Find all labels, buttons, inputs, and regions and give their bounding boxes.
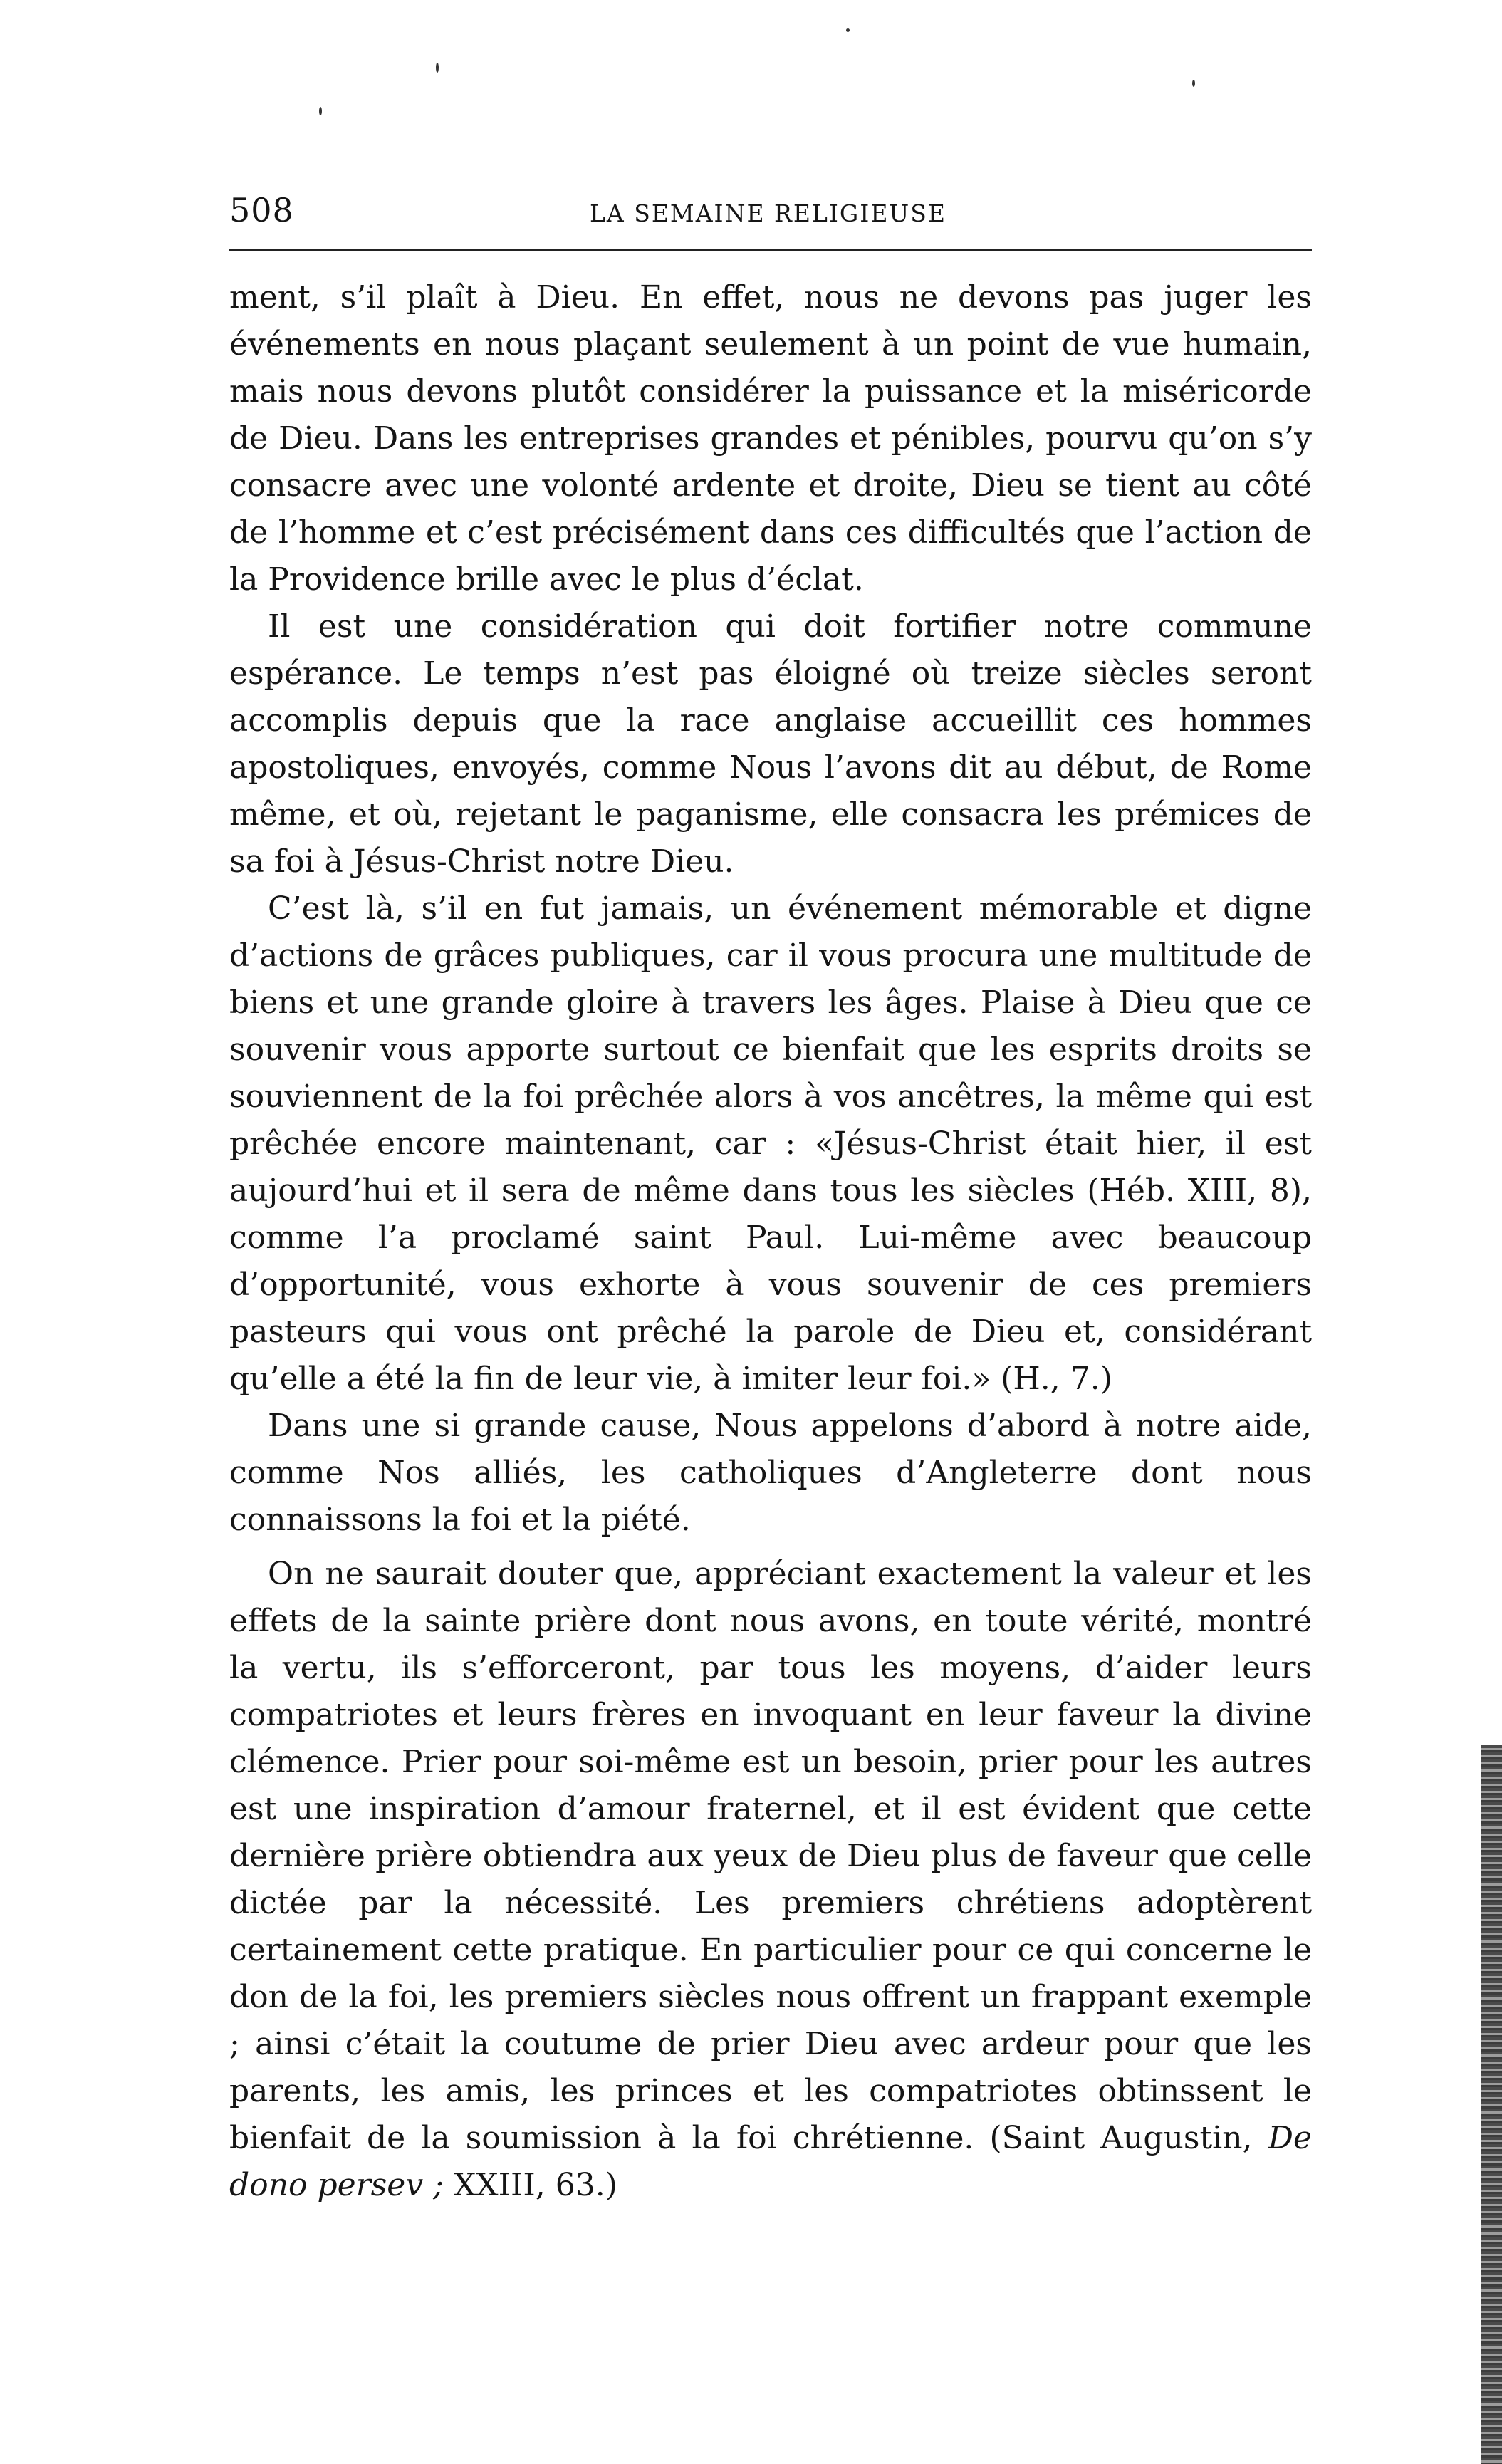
body-text	[229, 274, 1312, 2209]
paragraph-5-text: On ne saurait douter que, appréciant exactement la valeur et les effets de la sainte prière dont nous avons, en toute vérité, montré la vertu, ils s’efforceront, par tous les moyens, d’aider leurs compatriotes et leurs frères en invoquant en leur faveur la divine clémence. Prier pour soi-même est un besoin, prier pour les autres est une inspiration d’amour fraternel, et il est évident que cette dernière prière obtiendra aux yeux de Dieu plus de faveur que celle dictée par la nécessité. Les premiers chrétiens adoptèrent certainement cette pratique. En particulier pour ce qui concerne le don de la foi, les premiers siècles nous offrent un frappant exemple ; ainsi c’était la coutume de prier Dieu avec ardeur pour que les parents, les amis, les princes et les compatriotes obtinssent le bienfait de la soumission à la foi chrétienne. (Saint Augustin,	[229, 1556, 1312, 2156]
page-number: 508	[229, 191, 294, 229]
scan-speck	[846, 28, 850, 32]
citation-reference: XXIII, 63.)	[444, 2167, 617, 2203]
paragraph-1: ment, s’il plaît à Dieu. En effet, nous ne devons pas juger les événements en nous plaçant seulement à un point de vue humain, mais nous devons plutôt considérer la puissance et la miséricorde de Dieu. Dans les entreprises grandes et pénibles, pourvu qu’on s’y consacre avec une volonté ardente et droite, Dieu se tient au côté de l’homme et c’est précisément dans ces difficultés que l’action de la Providence brille avec le plus d’éclat.	[229, 279, 1312, 598]
paragraph-4: Dans une si grande cause, Nous appelons d’abord à notre aide, comme Nos alliés, les catholiques d’Angleterre dont nous connaissons la foi et la piété.	[229, 1408, 1312, 1538]
paragraph-2: Il est une considération qui doit fortifier notre commune espérance. Le temps n’est pas éloigné où treize siècles seront accomplis depuis que la race anglaise accueillit ces hommes apostoliques, envoyés, comme Nous l’avons dit au début, de Rome même, et où, rejetant le paganisme, elle consacra les prémices de sa foi à Jésus-Christ notre Dieu.	[229, 608, 1312, 880]
paragraph-3: C’est là, s’il en fut jamais, un événement mémorable et digne d’actions de grâces publiques, car il vous procura une multitude de biens et une grande gloire à travers les âges. Plaise à Dieu que ce souvenir vous apporte surtout ce bienfait que les esprits droits se souviennent de la foi prêchée alors à vos ancêtres, la même qui est prêchée encore maintenant, car : «Jésus-Christ était hier, il est aujourd’hui et il sera de même dans tous les siècles (Héb. XIII, 8), comme l’a proclamé saint Paul. Lui-même avec beaucoup d’opportunité, vous exhorte à vous souvenir de ces premiers pasteurs qui vous ont prêché la parole de Dieu et, considérant qu’elle a été la fin de leur vie, à imiter leur foi.» (H., 7.)	[229, 890, 1312, 1397]
page-header	[229, 187, 1312, 244]
paragraph-5	[229, 1551, 1312, 2209]
scan-edge-mark	[1481, 1745, 1502, 2464]
scan-speck	[1192, 80, 1195, 87]
scan-speck	[319, 107, 322, 115]
scan-speck	[436, 63, 439, 73]
header-rule	[229, 249, 1312, 251]
running-title: LA SEMAINE RELIGIEUSE	[590, 199, 946, 227]
citation-title: De dono persev ;	[229, 2120, 1312, 2203]
